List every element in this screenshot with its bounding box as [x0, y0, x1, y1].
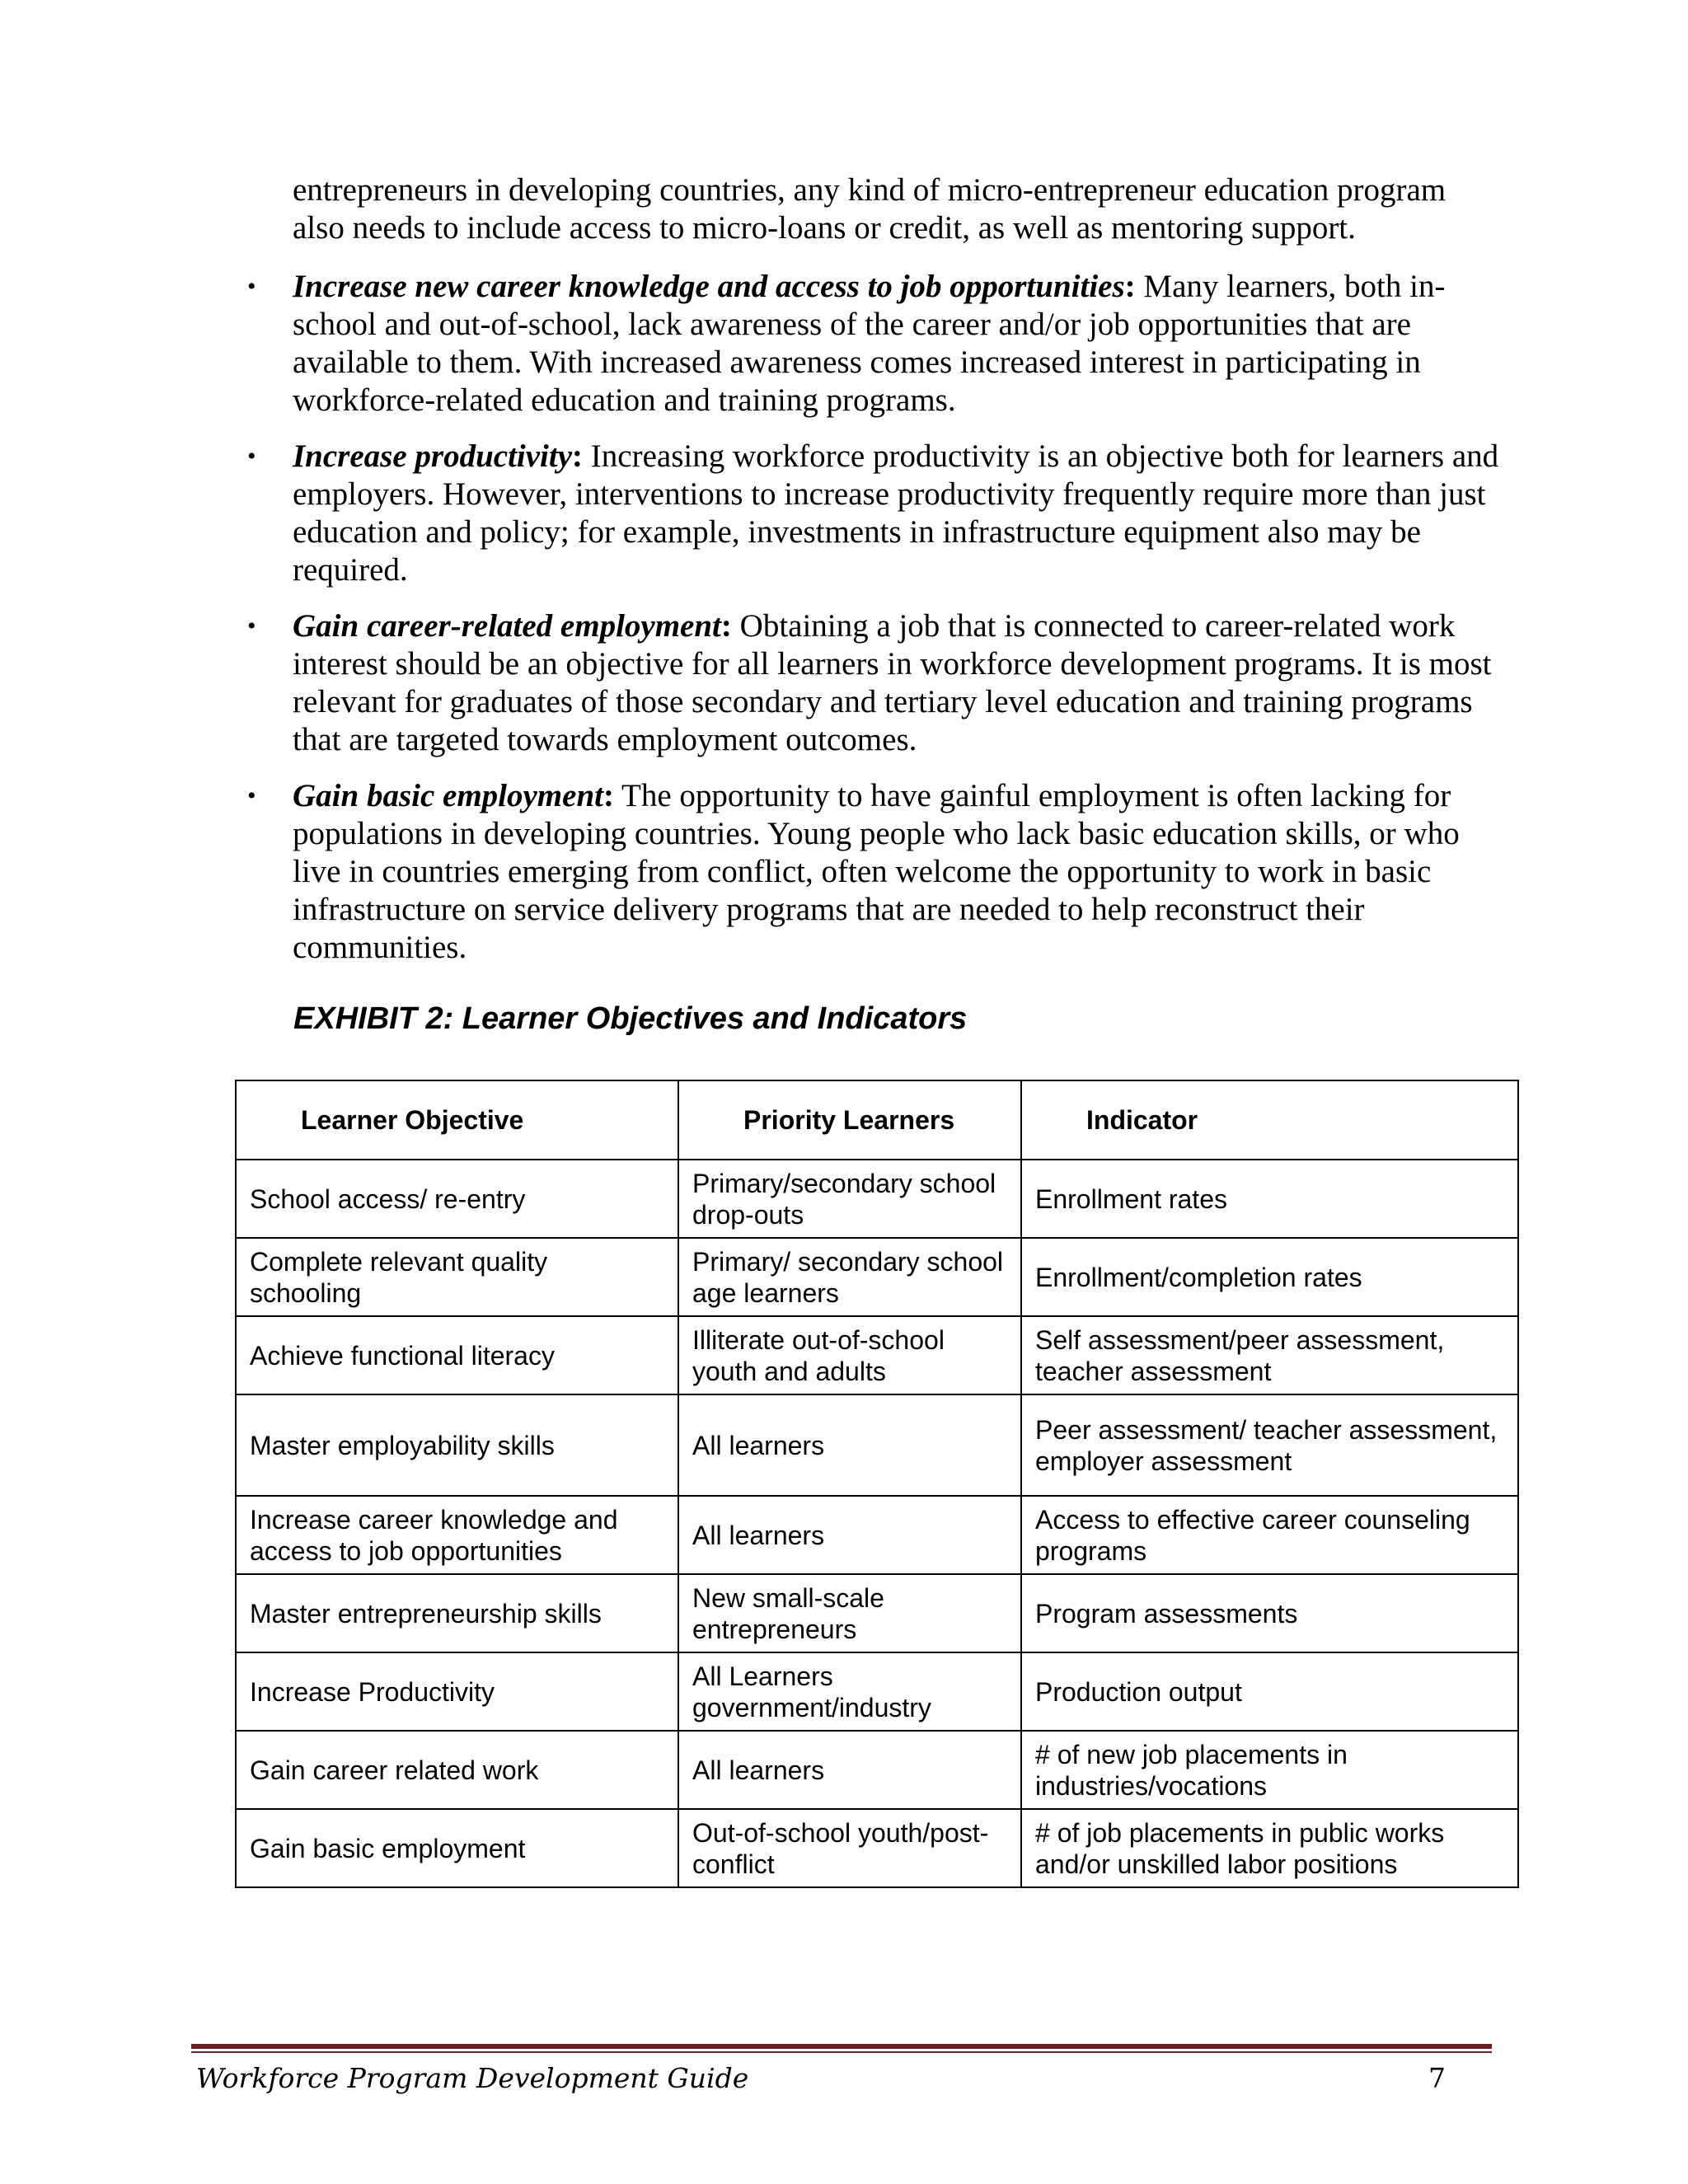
header-learner-objective: Learner Objective	[236, 1080, 678, 1160]
cell-indicator: # of new job placements in industries/vocations	[1021, 1731, 1518, 1809]
table-row	[236, 1394, 1518, 1496]
cell-indicator: Self assessment/peer assessment, teacher assessment	[1021, 1316, 1518, 1394]
table-row	[236, 1496, 1518, 1574]
table-row	[236, 1316, 1518, 1394]
cell-learners: Out-of-school youth/post-conflict	[678, 1809, 1021, 1887]
cell-indicator: Program assessments	[1021, 1574, 1518, 1652]
table-row	[236, 1652, 1518, 1731]
page-number: 7	[1428, 2062, 1446, 2094]
objectives-bullet-list	[247, 268, 1500, 985]
cell-indicator: # of job placements in public works and/or unskilled labor positions	[1021, 1809, 1518, 1887]
header-priority-learners: Priority Learners	[678, 1080, 1021, 1160]
cell-objective: Increase Productivity	[236, 1652, 678, 1731]
cell-objective: School access/ re-entry	[236, 1160, 678, 1238]
bullet-term: Increase new career knowledge and access to job opportunities	[293, 269, 1125, 304]
cell-learners: All learners	[678, 1394, 1021, 1496]
intro-paragraph: entrepreneurs in developing countries, any kind of micro-entrepreneur education program also needs to include access to micro-loans or credit, as well as mentoring support.	[293, 172, 1447, 246]
cell-indicator: Peer assessment/ teacher assessment, employer assessment	[1021, 1394, 1518, 1496]
cell-objective: Master employability skills	[236, 1394, 678, 1496]
cell-learners: New small-scale entrepreneurs	[678, 1574, 1021, 1652]
bullet-item: • Increase productivity: Increasing workforce productivity is an objective both for learners and employers. However, interventions to increase productivity frequently require more than just education and policy; for example, investments in infrastructure equipment also may be required.	[247, 438, 1499, 588]
learner-objectives-table	[235, 1080, 1519, 1888]
table-row	[236, 1238, 1518, 1316]
bullet-term: Gain career-related employment	[293, 608, 721, 644]
header-indicator: Indicator	[1021, 1080, 1518, 1160]
bullet-icon: •	[247, 443, 256, 470]
bullet-icon: •	[247, 612, 256, 640]
cell-learners: All Learners government/industry	[678, 1652, 1021, 1731]
cell-objective: Complete relevant quality schooling	[236, 1238, 678, 1316]
bullet-text: Obtaining a job that is connected to career-related work interest should be an objective for all learners in workforce development programs. It is most relevant for graduates of those secondary and tertiary level education and training programs that are targeted towards employment outcomes.	[293, 608, 1492, 757]
bullet-text: Many learners, both in-school and out-of-school, lack awareness of the career and/or job opportunities that are available to them. With increased awareness comes increased interest in participating in workforce-related education and training programs.	[293, 269, 1446, 418]
bullet-item: • Increase new career knowledge and access to job opportunities: Many learners, both in-school and out-of-school, lack awareness of the career and/or job opportunities that are available to them. With increased awareness comes increased interest in participating in workforce-related education and training programs.	[247, 269, 1446, 418]
cell-objective: Master entrepreneurship skills	[236, 1574, 678, 1652]
cell-objective: Increase career knowledge and access to job opportunities	[236, 1496, 678, 1574]
bullet-text: Increasing workforce productivity is an objective both for learners and employers. However, interventions to increase productivity frequently require more than just education and policy; for example, investments in infrastructure equipment also may be required.	[293, 438, 1499, 588]
footer-divider-thin	[191, 2051, 1492, 2053]
cell-learners: Primary/ secondary school age learners	[678, 1238, 1021, 1316]
cell-indicator: Access to effective career counseling programs	[1021, 1496, 1518, 1574]
table-row	[236, 1731, 1518, 1809]
footer-title: Workforce Program Development Guide	[196, 2062, 749, 2094]
table-row	[236, 1160, 1518, 1238]
bullet-term: Increase productivity	[293, 438, 573, 474]
cell-learners: All learners	[678, 1496, 1021, 1574]
table-row	[236, 1809, 1518, 1887]
cell-objective: Gain career related work	[236, 1731, 678, 1809]
table-row	[236, 1574, 1518, 1652]
bullet-item: • Gain basic employment: The opportunity to have gainful employment is often lacking for populations in developing countries. Young people who lack basic education skills, or who live in countries emerging from conflict, often welcome the opportunity to work in basic infrastructure on service delivery programs that are needed to help reconstruct their communities.	[247, 778, 1460, 965]
table-header-row	[236, 1080, 1518, 1160]
cell-learners: Primary/secondary school drop-outs	[678, 1160, 1021, 1238]
cell-indicator: Production output	[1021, 1652, 1518, 1731]
bullet-term: Gain basic employment	[293, 778, 603, 813]
cell-indicator: Enrollment rates	[1021, 1160, 1518, 1238]
bullet-icon: •	[247, 782, 256, 809]
cell-objective: Achieve functional literacy	[236, 1316, 678, 1394]
footer-divider	[191, 2044, 1492, 2049]
bullet-icon: •	[247, 273, 256, 300]
cell-objective: Gain basic employment	[236, 1809, 678, 1887]
cell-learners: All learners	[678, 1731, 1021, 1809]
bullet-text: The opportunity to have gainful employment is often lacking for populations in developing countries. Young people who lack basic education skills, or who live in countries emerging from conflict, often welcome the opportunity to work in basic infrastructure on service delivery programs that are needed to help reconstruct their communities.	[293, 778, 1460, 965]
bullet-item: • Gain career-related employment: Obtaining a job that is connected to career-related work interest should be an objective for all learners in workforce development programs. It is most relevant for graduates of those secondary and tertiary level education and training programs that are targeted towards employment outcomes.	[247, 608, 1492, 757]
exhibit-title: EXHIBIT 2: Learner Objectives and Indicators	[293, 1001, 968, 1036]
cell-indicator: Enrollment/completion rates	[1021, 1238, 1518, 1316]
cell-learners: Illiterate out-of-school youth and adults	[678, 1316, 1021, 1394]
